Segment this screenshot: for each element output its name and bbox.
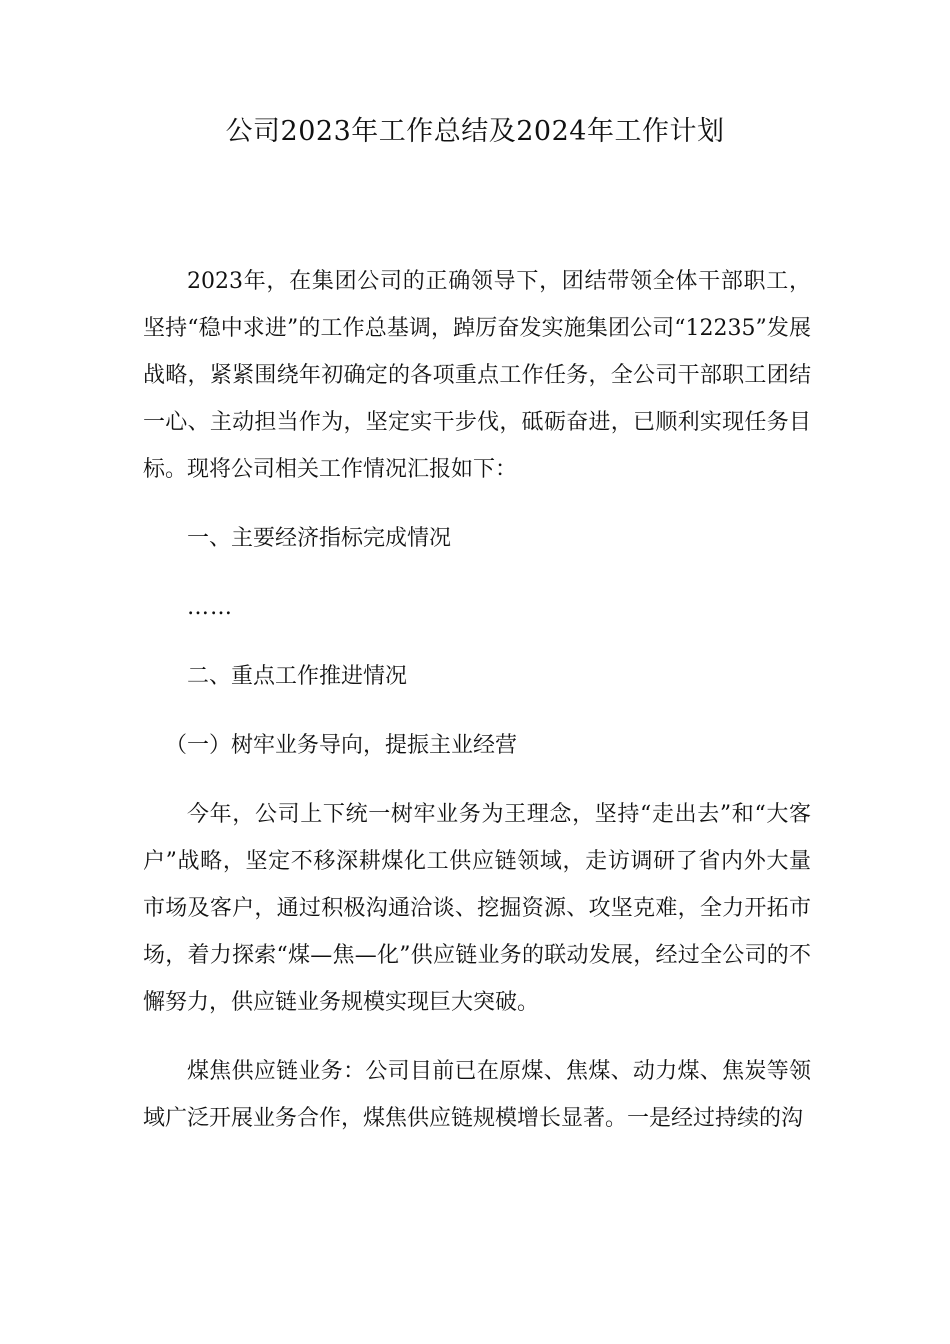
document-body bbox=[143, 258, 811, 1142]
spacer bbox=[143, 631, 811, 653]
spacer bbox=[143, 493, 811, 515]
spacer bbox=[143, 700, 811, 722]
document-title: 公司2023年工作总结及2024年工作计划 bbox=[225, 116, 725, 147]
omitted-content-ellipsis: …… bbox=[187, 595, 233, 620]
body-paragraph-1: 今年，公司上下统一树牢业务为王理念，坚持“走出去”和“大客户”战略，坚定不移深耕煤化工供应链领域，走访调研了省内外大量市场及客户，通过积极沟通洽谈、挖掘资源、攻坚克难，全力开拓市场，着力探索“煤—焦—化”供应链业务的联动发展，经过全公司的不懈努力，供应链业务规模实现巨大突破。 bbox=[143, 802, 811, 1015]
section-heading-2: 二、重点工作推进情况 bbox=[187, 664, 408, 689]
spacer bbox=[143, 1026, 811, 1048]
section-heading-1: 一、主要经济指标完成情况 bbox=[187, 526, 452, 551]
body-paragraph-2: 煤焦供应链业务：公司目前已在原煤、焦煤、动力煤、焦炭等领域广泛开展业务合作，煤焦供应链规模增长显著。一是经过持续的沟 bbox=[143, 1059, 811, 1131]
spacer bbox=[143, 769, 811, 791]
spacer bbox=[143, 562, 811, 584]
subsection-heading-1: （一）树牢业务导向，提振主业经营 bbox=[165, 733, 518, 758]
intro-paragraph: 2023年，在集团公司的正确领导下，团结带领全体干部职工，坚持“稳中求进”的工作总基调，踔厉奋发实施集团公司“12235”发展战略，紧紧围绕年初确定的各项重点工作任务，全公司干部职工团结一心、主动担当作为，坚定实干步伐，砥砺奋进，已顺利实现任务目标。现将公司相关工作情况汇报如下： bbox=[143, 269, 811, 482]
